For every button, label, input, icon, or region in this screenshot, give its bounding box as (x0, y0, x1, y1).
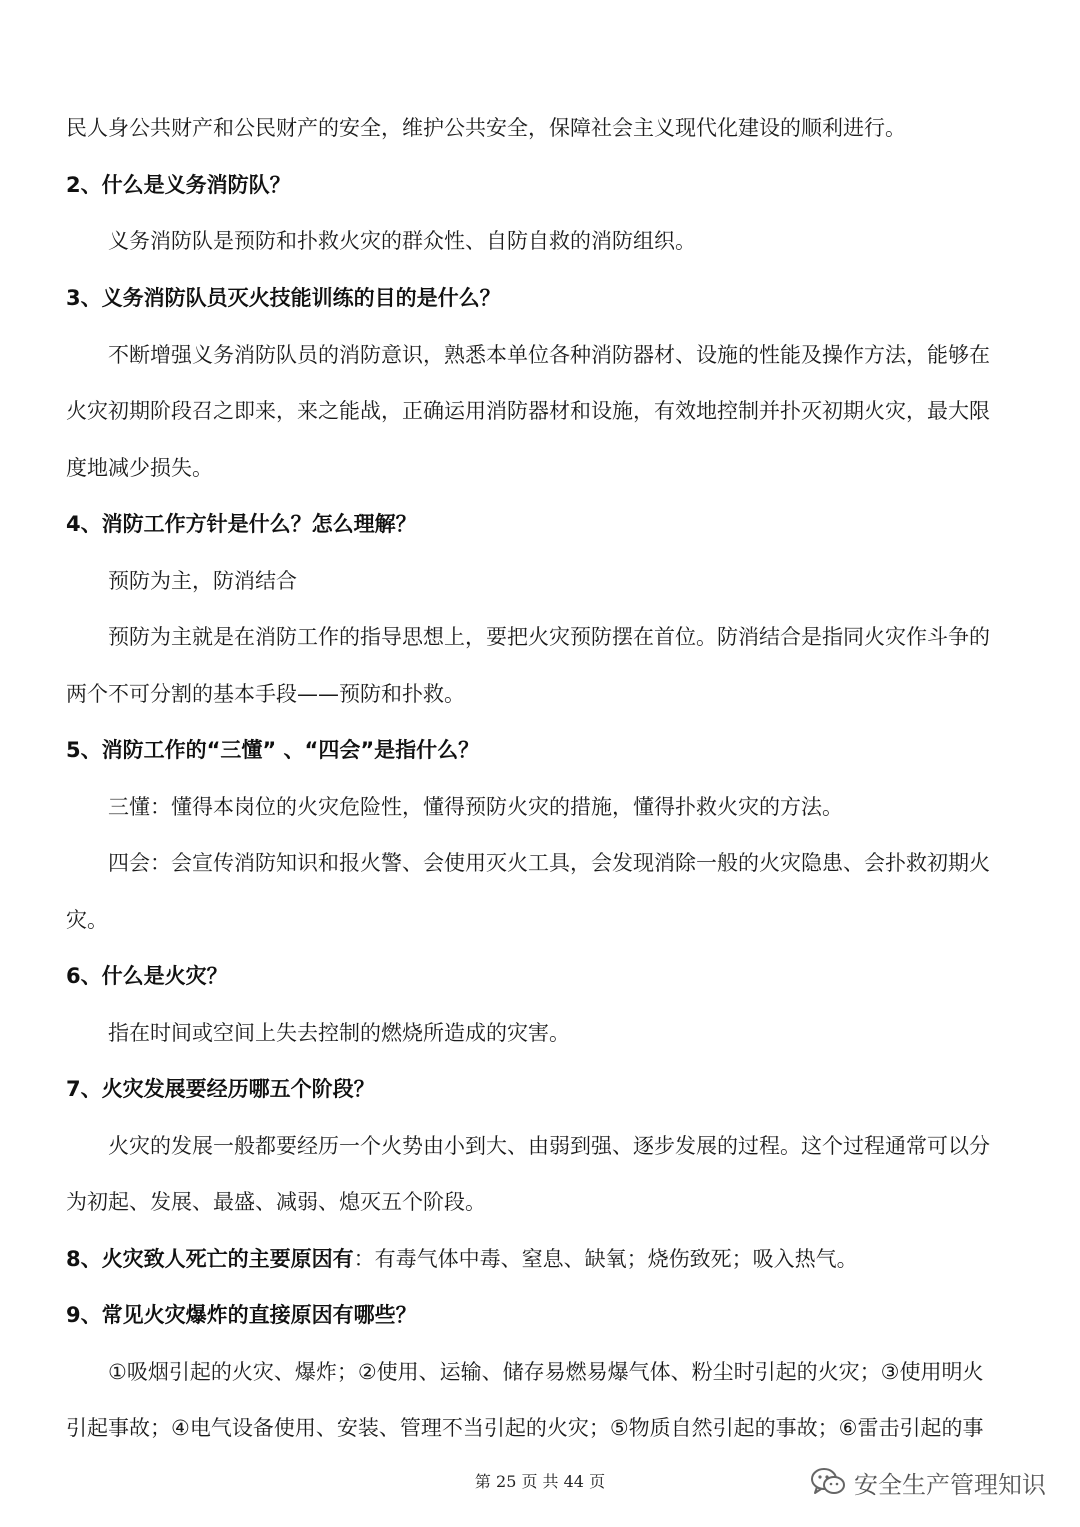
question-heading-8: 8、火灾致人死亡的主要原因有 (66, 1247, 354, 1271)
answer-4-line-3: 两个不可分割的基本手段——预防和扑救。 (66, 682, 465, 706)
answer-7-line-1: 火灾的发展一般都要经历一个火势由小到大、由弱到强、逐步发展的过程。这个过程通常可以分 (108, 1134, 990, 1158)
wechat-icon (810, 1466, 846, 1498)
question-heading-9: 9、常见火灾爆炸的直接原因有哪些？ (66, 1303, 417, 1327)
answer-8: ：有毒气体中毒、窒息、缺氧；烧伤致死；吸入热气。 (353, 1247, 858, 1271)
answer-5-line-3: 灾。 (66, 908, 108, 932)
answer-5-line-1: 三懂：懂得本岗位的火灾危险性，懂得预防火灾的措施，懂得扑救火灾的方法。 (108, 795, 843, 819)
question-answer-8 (66, 1244, 1026, 1274)
answer-9-line-1: ①吸烟引起的火灾、爆炸；②使用、运输、储存易燃易爆气体、粉尘时引起的火灾；③使用明火 (108, 1360, 984, 1384)
answer-3-line-1: 不断增强义务消防队员的消防意识，熟悉本单位各种消防器材、设施的性能及操作方法，能够在 (108, 343, 990, 367)
answer-4-line-2: 预防为主就是在消防工作的指导思想上，要把火灾预防摆在首位。防消结合是指同火灾作斗争的 (108, 625, 990, 649)
question-heading-7: 7、火灾发展要经历哪五个阶段？ (66, 1077, 375, 1101)
watermark-text: 安全生产管理知识 (854, 1470, 1046, 1499)
answer-3-line-2: 火灾初期阶段召之即来，来之能战，正确运用消防器材和设施，有效地控制并扑灭初期火灾，最大限 (66, 399, 990, 423)
answer-2: 义务消防队是预防和扑救火灾的群众性、自防自救的消防组织。 (108, 229, 696, 253)
question-heading-3: 3、义务消防队员灭火技能训练的目的是什么？ (66, 286, 501, 310)
answer-3-line-3: 度地减少损失。 (66, 456, 213, 480)
answer-9-line-2: 引起事故；④电气设备使用、安装、管理不当引起的火灾；⑤物质自然引起的事故；⑥雷击引起的事 (66, 1416, 984, 1440)
paragraph-continuation: 民人身公共财产和公民财产的安全，维护公共安全，保障社会主义现代化建设的顺利进行。 (66, 116, 906, 140)
answer-5-line-2: 四会：会宣传消防知识和报火警、会使用灭火工具，会发现消除一般的火灾隐患、会扑救初期火 (108, 851, 990, 875)
answer-6: 指在时间或空间上失去控制的燃烧所造成的灾害。 (108, 1021, 570, 1045)
question-heading-5: 5、消防工作的“三懂” 、“四会”是指什么？ (66, 738, 480, 762)
question-heading-4: 4、消防工作方针是什么？怎么理解？ (66, 512, 417, 536)
question-heading-2: 2、什么是义务消防队？ (66, 173, 291, 197)
watermark (810, 1462, 1046, 1502)
page-footer: 第 25 页 共 44 页 (474, 1472, 606, 1491)
answer-7-line-2: 为初起、发展、最盛、减弱、熄灭五个阶段。 (66, 1190, 486, 1214)
answer-4-line-1: 预防为主，防消结合 (108, 569, 297, 593)
question-heading-6: 6、什么是火灾？ (66, 964, 228, 988)
